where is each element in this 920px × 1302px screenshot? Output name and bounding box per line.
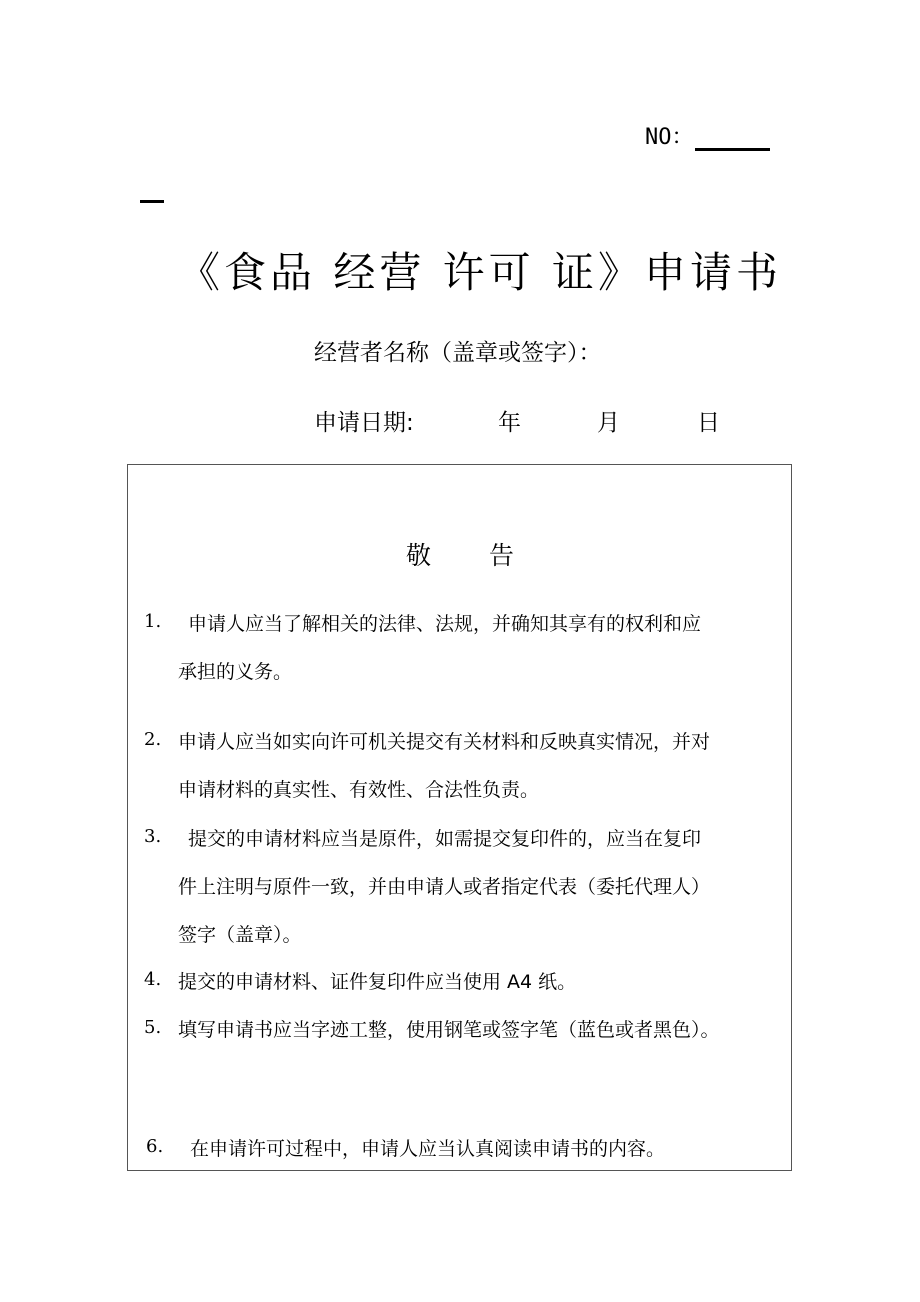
number-underline [695, 148, 770, 151]
notice-item-text: 提交的申请材料应当是原件，如需提交复印件的，应当在复印 [188, 828, 702, 850]
date-day-label: 日 [697, 410, 720, 436]
notice-item-number: 6. [146, 1136, 164, 1157]
number-underline-continued [140, 200, 164, 203]
notice-item-number: 2. [144, 729, 162, 750]
notice-item-number: 4. [144, 969, 162, 990]
notice-item-text: 签字（盖章）。 [178, 924, 302, 946]
notice-item-text: 申请人应当如实向许可机关提交有关材料和反映真实情况，并对 [178, 731, 711, 753]
date-year-label: 年 [498, 410, 521, 436]
apply-date-label: 申请日期: [314, 410, 414, 436]
operator-name-label: 经营者名称（盖章或签字）： [314, 340, 602, 366]
notice-item-text: 件上注明与原件一致，并由申请人或者指定代表（委托代理人） [178, 876, 711, 898]
date-month-label: 月 [597, 410, 620, 436]
notice-item-number: 1. [144, 611, 162, 632]
notice-item-text: 提交的申请材料、证件复印件应当使用 A4 纸。 [178, 971, 577, 993]
number-label: NO： [645, 125, 694, 150]
notice-item-number: 5. [144, 1017, 162, 1038]
notice-item-text: 申请材料的真实性、有效性、合法性负责。 [178, 779, 540, 801]
notice-item-text: 在申请许可过程中，申请人应当认真阅读申请书的内容。 [190, 1138, 666, 1160]
document-title: 《食品 经营 许可 证》申请书 [177, 248, 783, 297]
notice-item-text: 承担的义务。 [178, 661, 293, 683]
notice-item-text: 申请人应当了解相关的法律、法规，并确知其享有的权利和应 [188, 613, 702, 635]
notice-title: 敬告 [405, 541, 572, 570]
notice-item-number: 3. [144, 826, 162, 847]
notice-item-text: 填写申请书应当字迹工整，使用钢笔或签字笔（蓝色或者黑色）。 [178, 1019, 720, 1041]
